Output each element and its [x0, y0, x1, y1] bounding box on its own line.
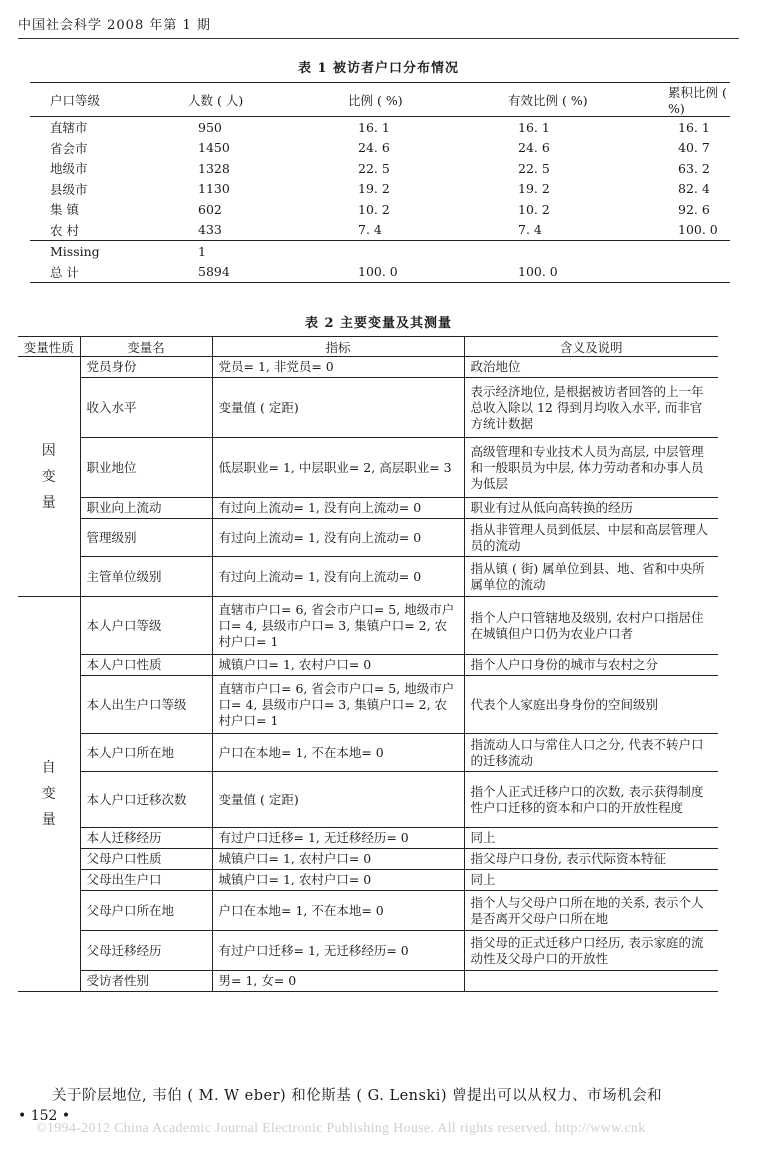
group-label-text: 自变量 — [41, 760, 56, 828]
table1-cell: 433 — [198, 222, 222, 238]
table1-cell: 7. 4 — [358, 222, 382, 238]
table1-title: 表 1 被访者户口分布情况 — [297, 61, 460, 76]
page-number: • 152 • — [18, 1108, 71, 1124]
table1-row — [30, 117, 730, 138]
table1-cell — [488, 241, 648, 262]
table2-col-header: 变量性质 — [18, 337, 80, 357]
table1-cell: 24. 6 — [358, 140, 390, 156]
table2-row — [18, 734, 718, 772]
table2-row — [18, 357, 718, 378]
table2-row — [18, 378, 718, 438]
table1-cell — [648, 262, 730, 283]
variable-indicator: 直辖市户口= 6, 省会市户口= 5, 地级市户口= 4, 县级市户口= 3, 集镇户口= 2, 农村户口= 1 — [212, 597, 464, 655]
variable-name: 父母出生户口 — [80, 870, 212, 891]
table1-cell — [328, 241, 488, 262]
table1-cell: 22. 5 — [518, 160, 550, 176]
table2-row — [18, 498, 718, 519]
table1-row — [30, 138, 730, 159]
table2-row — [18, 519, 718, 557]
table2-row — [18, 772, 718, 828]
variable-name: 党员身份 — [80, 357, 212, 378]
table1-cell: 24. 6 — [518, 140, 550, 156]
variable-description: 指个人与父母户口所在地的关系, 表示个人是否离开父母户口所在地 — [464, 891, 718, 931]
table1-row — [30, 179, 730, 200]
table1-cell: 1328 — [198, 160, 230, 176]
table2-col-header: 含义及说明 — [464, 337, 718, 357]
variable-description: 指父母户口身份, 表示代际资本特征 — [464, 849, 718, 870]
group-label-text: 因变量 — [41, 442, 56, 511]
table1-row — [30, 262, 730, 283]
variable-description: 指从非管理人员到低层、中层和高层管理人员的流动 — [464, 519, 718, 557]
variable-indicator: 有过向上流动= 1, 没有向上流动= 0 — [212, 557, 464, 597]
variable-indicator: 有过户口迁移= 1, 无迁移经历= 0 — [212, 828, 464, 849]
table1-cell: 19. 2 — [518, 181, 550, 197]
table1 — [30, 82, 730, 283]
table1-row — [30, 241, 730, 262]
variable-indicator: 城镇户口= 1, 农村户口= 0 — [212, 870, 464, 891]
table1-cell: 10. 2 — [518, 201, 550, 217]
table2-col-header: 指标 — [212, 337, 464, 357]
variable-name: 受访者性别 — [80, 971, 212, 992]
variable-indicator: 党员= 1, 非党员= 0 — [212, 357, 464, 378]
table1-cell: 950 — [198, 119, 222, 135]
table2-header-row — [18, 337, 718, 357]
table1-cell: 直辖市 — [50, 120, 88, 136]
table2-row — [18, 655, 718, 676]
table1-cell: 总 计 — [30, 262, 168, 283]
variable-indicator: 城镇户口= 1, 农村户口= 0 — [212, 655, 464, 676]
table2-title: 表 2 主要变量及其测量 — [304, 316, 453, 331]
table2-row — [18, 828, 718, 849]
variable-description — [464, 971, 718, 992]
table1-cell: 16. 1 — [358, 119, 390, 135]
table2-col-header: 变量名 — [80, 337, 212, 357]
variable-name: 主管单位级别 — [80, 557, 212, 597]
table1-cell: 22. 5 — [358, 160, 390, 176]
table2-group-label — [18, 597, 80, 992]
table1-col-header: 比例 ( %) — [328, 83, 488, 117]
variable-name: 本人迁移经历 — [80, 828, 212, 849]
running-header: 中国社会科学 2008 年第 1 期 — [18, 18, 211, 33]
table1-cell: 5894 — [168, 262, 328, 283]
table2-row — [18, 891, 718, 931]
variable-name: 本人户口所在地 — [80, 734, 212, 772]
variable-description: 代表个人家庭出身身份的空间级别 — [464, 676, 718, 734]
variable-indicator: 有过向上流动= 1, 没有向上流动= 0 — [212, 498, 464, 519]
table2-row — [18, 870, 718, 891]
variable-name: 职业向上流动 — [80, 498, 212, 519]
table1-row — [30, 220, 730, 241]
variable-name: 管理级别 — [80, 519, 212, 557]
table1-col-header: 有效比例 ( %) — [488, 83, 648, 117]
variable-description: 同上 — [464, 828, 718, 849]
variable-description: 指父母的正式迁移户口经历, 表示家庭的流动性及父母户口的开放性 — [464, 931, 718, 971]
variable-indicator: 有过向上流动= 1, 没有向上流动= 0 — [212, 519, 464, 557]
table1-cell: 16. 1 — [678, 119, 710, 135]
variable-description: 指个人户口身份的城市与农村之分 — [464, 655, 718, 676]
variable-description: 指流动人口与常住人口之分, 代表不转户口的迁移流动 — [464, 734, 718, 772]
table1-cell: 19. 2 — [358, 181, 390, 197]
variable-indicator: 直辖市户口= 6, 省会市户口= 5, 地级市户口= 4, 县级市户口= 3, 集镇户口= 2, 农村户口= 1 — [212, 676, 464, 734]
table1-cell: 100. 0 — [678, 222, 718, 238]
table1-cell: 100. 0 — [328, 262, 488, 283]
table2-row — [18, 849, 718, 870]
variable-name: 本人户口等级 — [80, 597, 212, 655]
variable-indicator: 变量值 ( 定距) — [212, 378, 464, 438]
table1-cell: 县级市 — [50, 181, 88, 197]
table2-group-label — [18, 357, 80, 597]
table1-row — [30, 199, 730, 220]
table2 — [18, 336, 718, 992]
variable-description: 政治地位 — [464, 357, 718, 378]
table1-cell: 92. 6 — [678, 201, 710, 217]
variable-name: 父母户口所在地 — [80, 891, 212, 931]
table1-cell: 40. 7 — [678, 140, 710, 156]
table2-row — [18, 676, 718, 734]
variable-name: 父母迁移经历 — [80, 931, 212, 971]
header-rule — [18, 38, 739, 39]
table1-col-header: 人数 ( 人) — [168, 83, 328, 117]
table2-row — [18, 557, 718, 597]
table1-header-row — [30, 83, 730, 117]
variable-description: 高级管理和专业技术人员为高层, 中层管理和一般职员为中层, 体力劳动者和办事人员为低层 — [464, 438, 718, 498]
table1-cell: Missing — [30, 241, 168, 262]
table1-col-header: 户口等级 — [30, 83, 168, 117]
variable-indicator: 男= 1, 女= 0 — [212, 971, 464, 992]
table1-cell: 省会市 — [50, 140, 88, 156]
variable-description: 指个人正式迁移户口的次数, 表示获得制度性户口迁移的资本和户口的开放性程度 — [464, 772, 718, 828]
variable-name: 本人出生户口等级 — [80, 676, 212, 734]
variable-name: 本人户口性质 — [80, 655, 212, 676]
table1-cell: 1 — [168, 241, 328, 262]
variable-indicator: 有过户口迁移= 1, 无迁移经历= 0 — [212, 931, 464, 971]
table2-row — [18, 971, 718, 992]
variable-indicator: 低层职业= 1, 中层职业= 2, 高层职业= 3 — [212, 438, 464, 498]
table1-cell: 10. 2 — [358, 201, 390, 217]
variable-name: 父母户口性质 — [80, 849, 212, 870]
table1-cell: 农 村 — [50, 222, 79, 238]
table1-cell: 82. 4 — [678, 181, 710, 197]
table1-cell: 16. 1 — [518, 119, 550, 135]
variable-indicator: 户口在本地= 1, 不在本地= 0 — [212, 891, 464, 931]
table2-row — [18, 931, 718, 971]
table1-cell: 地级市 — [50, 161, 88, 177]
variable-description: 指个人户口管辖地及级别, 农村户口指居住在城镇但户口仍为农业户口者 — [464, 597, 718, 655]
variable-description: 表示经济地位, 是根据被访者回答的上一年总收入除以 12 得到月均收入水平, 而非官方统计数据 — [464, 378, 718, 438]
table1-cell: 7. 4 — [518, 222, 542, 238]
table2-row — [18, 597, 718, 655]
variable-indicator: 城镇户口= 1, 农村户口= 0 — [212, 849, 464, 870]
table1-cell: 1130 — [198, 181, 230, 197]
variable-indicator: 户口在本地= 1, 不在本地= 0 — [212, 734, 464, 772]
variable-description: 指从镇 ( 街) 属单位到县、地、省和中央所属单位的流动 — [464, 557, 718, 597]
table1-cell — [648, 241, 730, 262]
variable-description: 职业有过从低向高转换的经历 — [464, 498, 718, 519]
table1-row — [30, 158, 730, 179]
variable-name: 收入水平 — [80, 378, 212, 438]
table1-cell: 集 镇 — [50, 202, 79, 218]
table1-cell: 100. 0 — [488, 262, 648, 283]
table2-row — [18, 438, 718, 498]
table1-col-header: 累积比例 ( %) — [648, 83, 730, 117]
table1-cell: 1450 — [198, 140, 230, 156]
body-paragraph: 关于阶层地位, 韦伯 ( M. W eber) 和伦斯基 ( G. Lenski) 曾提出可以从权力、市场机会和 — [52, 1088, 663, 1104]
variable-name: 本人户口迁移次数 — [80, 772, 212, 828]
variable-description: 同上 — [464, 870, 718, 891]
table1-cell: 602 — [198, 201, 222, 217]
table1-cell: 63. 2 — [678, 160, 710, 176]
copyright-watermark: ©1994-2012 China Academic Journal Electronic Publishing House. All rights reserved. http://www.cnk — [36, 1121, 646, 1136]
variable-indicator: 变量值 ( 定距) — [212, 772, 464, 828]
variable-name: 职业地位 — [80, 438, 212, 498]
